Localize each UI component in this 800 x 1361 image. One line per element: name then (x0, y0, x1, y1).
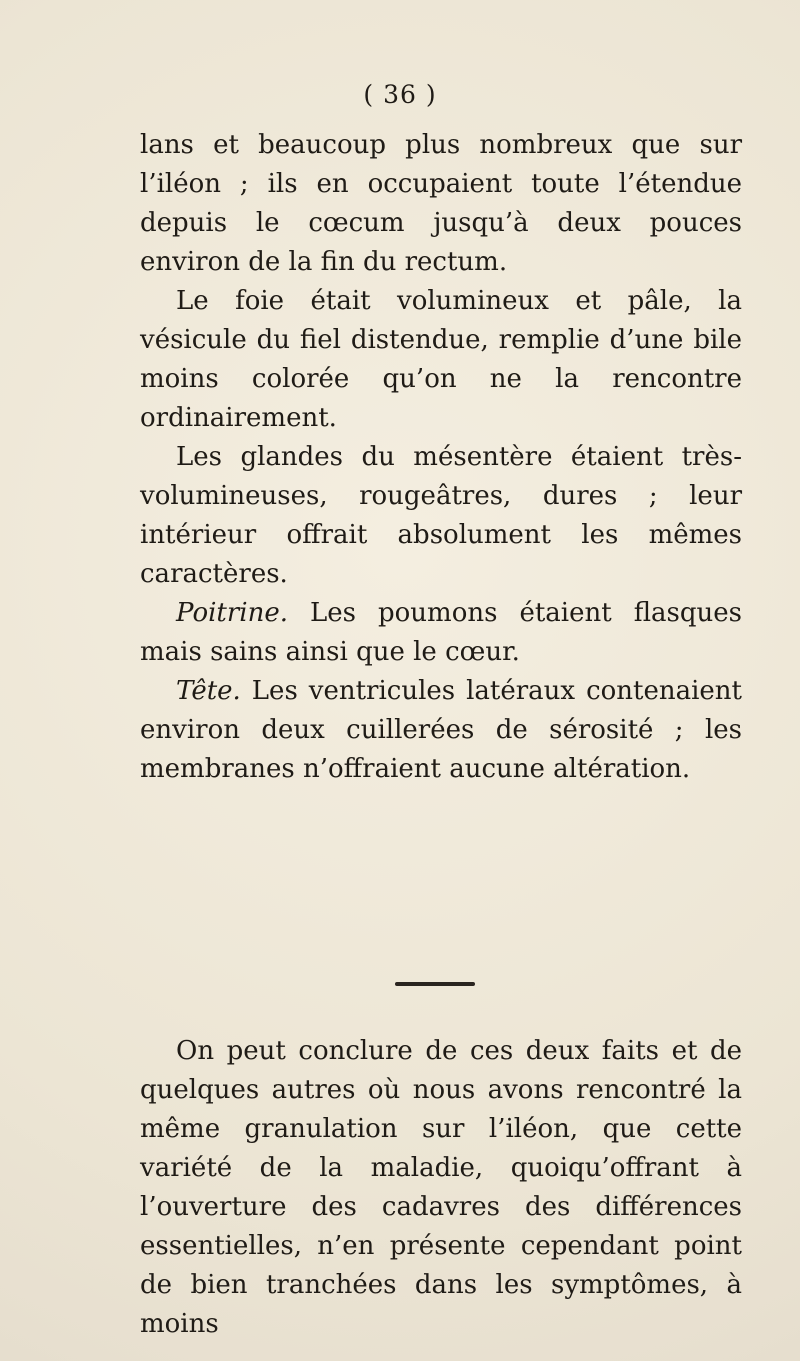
paragraph-mesentery: Les glandes du mésentère étaient très-volumineuses, rougeâtres, dures ; leur intérieur offrait absolument les mêmes caractères. (140, 442, 742, 589)
paragraph-continuation: lans et beaucoup plus nombreux que sur l’iléon ; ils en occupaient toute l’étendue depuis le cœcum jusqu’à deux pouces environ de la fin du rectum. (140, 130, 742, 277)
paragraph-chest-text: Les poumons étaient flasques mais sains ainsi que le cœur. (140, 598, 742, 667)
section-title-head: Tête. (176, 676, 241, 706)
section-title-chest: Poitrine. (176, 598, 288, 628)
text-block-top (140, 126, 742, 789)
text-block-bottom (140, 1032, 742, 1344)
paragraph-head-text: Les ventricules latéraux contenaient environ deux cuillerées de sérosité ; les membranes n’offraient aucune altération. (140, 676, 742, 784)
section-divider (395, 982, 475, 986)
paragraph-chest (140, 594, 742, 672)
paragraph-conclusion: On peut conclure de ces deux faits et de quelques autres où nous avons rencontré la même granulation sur l’iléon, que cette variété de la maladie, quoiqu’offrant à l’ouverture des cadavres des différences essentielles, n’en présente cependant point de bien tranchées dans les symptômes, à moins (140, 1036, 742, 1339)
page-number: ( 36 ) (363, 80, 437, 109)
paragraph-liver: Le foie était volumineux et pâle, la vésicule du fiel distendue, remplie d’une bile moins colorée qu’on ne la rencontre ordinairement. (140, 286, 742, 433)
paragraph-head (140, 672, 742, 789)
